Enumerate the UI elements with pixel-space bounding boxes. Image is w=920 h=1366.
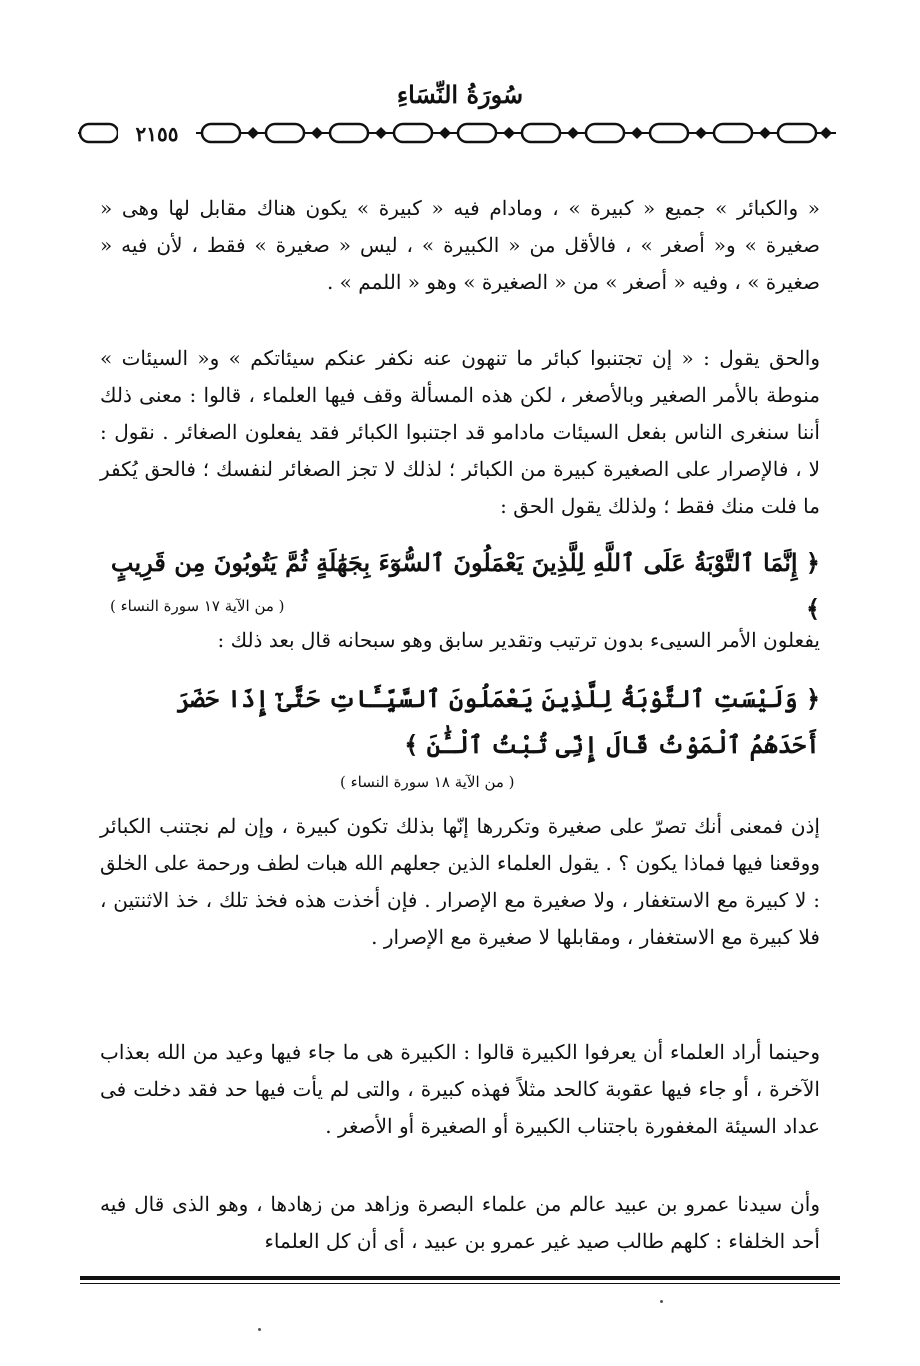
print-speck: [258, 1328, 261, 1331]
quran-verse-2: ﴿ وَلَيْسَتِ ٱلتَّوْبَةُ لِلَّذِينَ يَعْمَلُونَ ٱلسَّيِّـَٔاتِ حَتَّىٰٓ إِذَا حَضَرَ أَحَدَهُمُ ٱلْمَوْتُ قَالَ إِنِّى تُبْتُ ٱلْـَٰٔنَ ﴾: [176, 684, 820, 759]
print-speck: [660, 1300, 663, 1303]
paragraph-1: « والكبائر » جميع « كبيرة » ، ومادام فيه « كبيرة » يكون هناك مقابل لها وهى « صغيرة » و« أصغر » ، فالأقل من « الكبيرة » ، ليس « صغيرة » فقط ، لأن فيه « صغيرة » ، وفيه « أصغر » من « الصغيرة » وهو « اللمم » .: [100, 196, 820, 294]
footer-rule: [80, 1276, 840, 1280]
paragraph-2: والحق يقول : « إن تجتنبوا كبائر ما تنهون عنه نكفر عنكم سيئاتكم » و« السيئات » منوطة بالأمر الصغير وبالأصغر ، لكن هذه المسألة وقف فيها العلماء ، قالوا : معنى ذلك أننا سنغرى الناس بفعل السيئات مادامو قد اجتنبوا الكبائر فقد يفعلون الصغائر . نقول : لا ، فالإصرار على الصغيرة كبيرة من الكبائر ؛ لذلك لا تجز الصغائر لنفسك ؛ فالحق يُكفر ما فلت منك فقط ؛ ولذلك يقول الحق :: [100, 346, 820, 518]
paragraph-6: وأن سيدنا عمرو بن عبيد عالم من علماء البصرة وزاهد من زهادها ، وهو الذى قال فيه أحد الخلفاء : كلهم طالب صيد غير عمرو بن عبيد ، أى أن كل العلماء: [100, 1192, 820, 1253]
paragraph-5: وحينما أراد العلماء أن يعرفوا الكبيرة قالوا : الكبيرة هى ما جاء فيها وعيد من الله بعذاب الآخرة ، أو جاء فيها عقوبة كالحد مثلاً فهذه كبيرة ، والتى لم يأت فيها حد فقد دخلت فى عداد السيئة المغفورة باجتناب الكبيرة أو الصغيرة أو الأصغر .: [100, 1040, 820, 1138]
paragraph-4: إذن فمعنى أنك تصرّ على صغيرة وتكررها إنّها بذلك تكون كبيرة ، وإن لم نجتنب الكبائر ووقعنا فيها فماذا يكون ؟ . يقول العلماء الذين جعلهم الله هبات لطف ورحمة على الخلق : لا كبيرة مع الاستغفار ، ولا صغيرة مع الإصرار . فإن أخذت هذه فخذ تلك ، خذ الاثنتين ، فلا كبيرة مع الاستغفار ، ومقابلها لا صغيرة مع الإصرار .: [100, 814, 820, 949]
verse-2-citation: ( من الآية ١٨ سورة النساء ): [340, 773, 515, 791]
quran-verse-1: ﴿ إِنَّمَا ٱلتَّوْبَةُ عَلَى ٱللَّهِ لِلَّذِينَ يَعْمَلُونَ ٱلسُّوٓءَ بِجَهَٰلَةٍ ثُمَّ يَتُوبُونَ مِن قَرِيبٍ ﴾: [110, 548, 820, 623]
footer-rule-thin: [80, 1283, 840, 1284]
page-number: ٢١٥٥: [118, 121, 196, 147]
paragraph-3: يفعلون الأمر السيىء بدون ترتيب وتقدير سابق وهو سبحانه قال بعد ذلك :: [217, 628, 820, 652]
verse-1-citation: ( من الآية ١٧ سورة النساء ): [110, 597, 285, 615]
surah-title: سُورَةُ النِّسَاءِ: [396, 80, 524, 109]
